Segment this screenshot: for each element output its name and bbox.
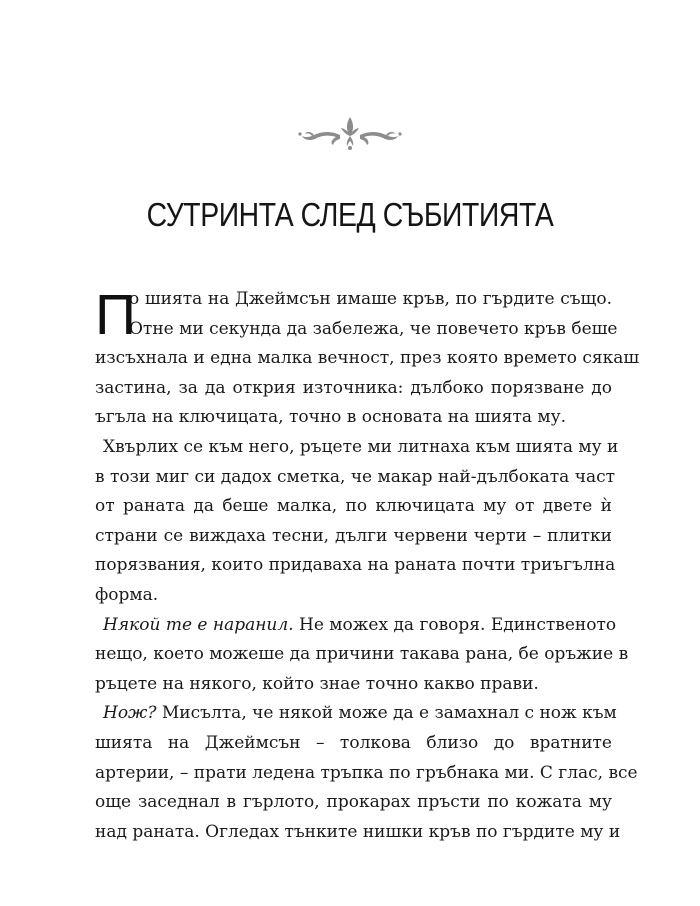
text-line: застина, за да открия източника: дълбоко порязване до (95, 377, 612, 398)
chapter-title: СУТРИНТА СЛЕД СЪБИТИЯТА (146, 196, 554, 233)
text-line: артерии, – прати ледена тръпка по гръбнака ми. С глас, все (95, 762, 638, 783)
text-line: Хвърлих се към него, ръцете ми литнаха към шията му и (103, 436, 619, 457)
text-line: в този миг си дадох сметка, че макар най-дълбоката част (95, 466, 616, 487)
italic-thought: Някой те е наранил. (103, 614, 294, 635)
text-line: форма. (95, 584, 159, 605)
paragraph-2 (95, 433, 619, 611)
paragraph-4 (95, 699, 638, 847)
text-line: изсъхнала и една малка вечност, през която времето сякаш (95, 348, 640, 369)
text-line: порязвания, които придаваха на раната почти триъгълна (95, 555, 616, 576)
text-line: Отне ми секунда да забележа, че повечето кръв беше (129, 318, 618, 339)
text-line: от раната да беше малка, по ключицата му от двете ѝ (95, 496, 612, 517)
paragraph-1 (95, 283, 640, 433)
text-fragment: Мисълта, че някой може да е замахнал с нож към (156, 703, 617, 724)
chapter-body (95, 283, 640, 847)
text-line: шията на Джеймсън – толкова близо до вратните (95, 732, 612, 753)
text-fragment: Не можех да говоря. Единственото (293, 614, 617, 635)
paragraph-3 (95, 611, 629, 700)
text-line: о шията на Джеймсън имаше кръв, по гърдите също. (129, 289, 612, 309)
text-line (95, 699, 617, 729)
drop-cap: П (95, 283, 136, 347)
text-line: още заседнал в гърлото, прокарах пръсти по кожата му (95, 792, 612, 813)
italic-thought: Нож? (103, 703, 157, 724)
text-line: нещо, което можеше да причини такава рана, бе оръжие в (95, 644, 629, 665)
text-line: ъгъла на ключицата, точно в основата на шията му. (95, 407, 567, 428)
text-line: над раната. Огледах тънките нишки кръв по гърдите му и (95, 821, 621, 842)
text-line: ръцете на някого, който знае точно какво прави. (95, 673, 539, 694)
text-line (95, 611, 617, 641)
fleuron-ornament-icon (296, 113, 404, 153)
text-line: страни се виждаха тесни, дълги червени черти – плитки (95, 525, 612, 546)
